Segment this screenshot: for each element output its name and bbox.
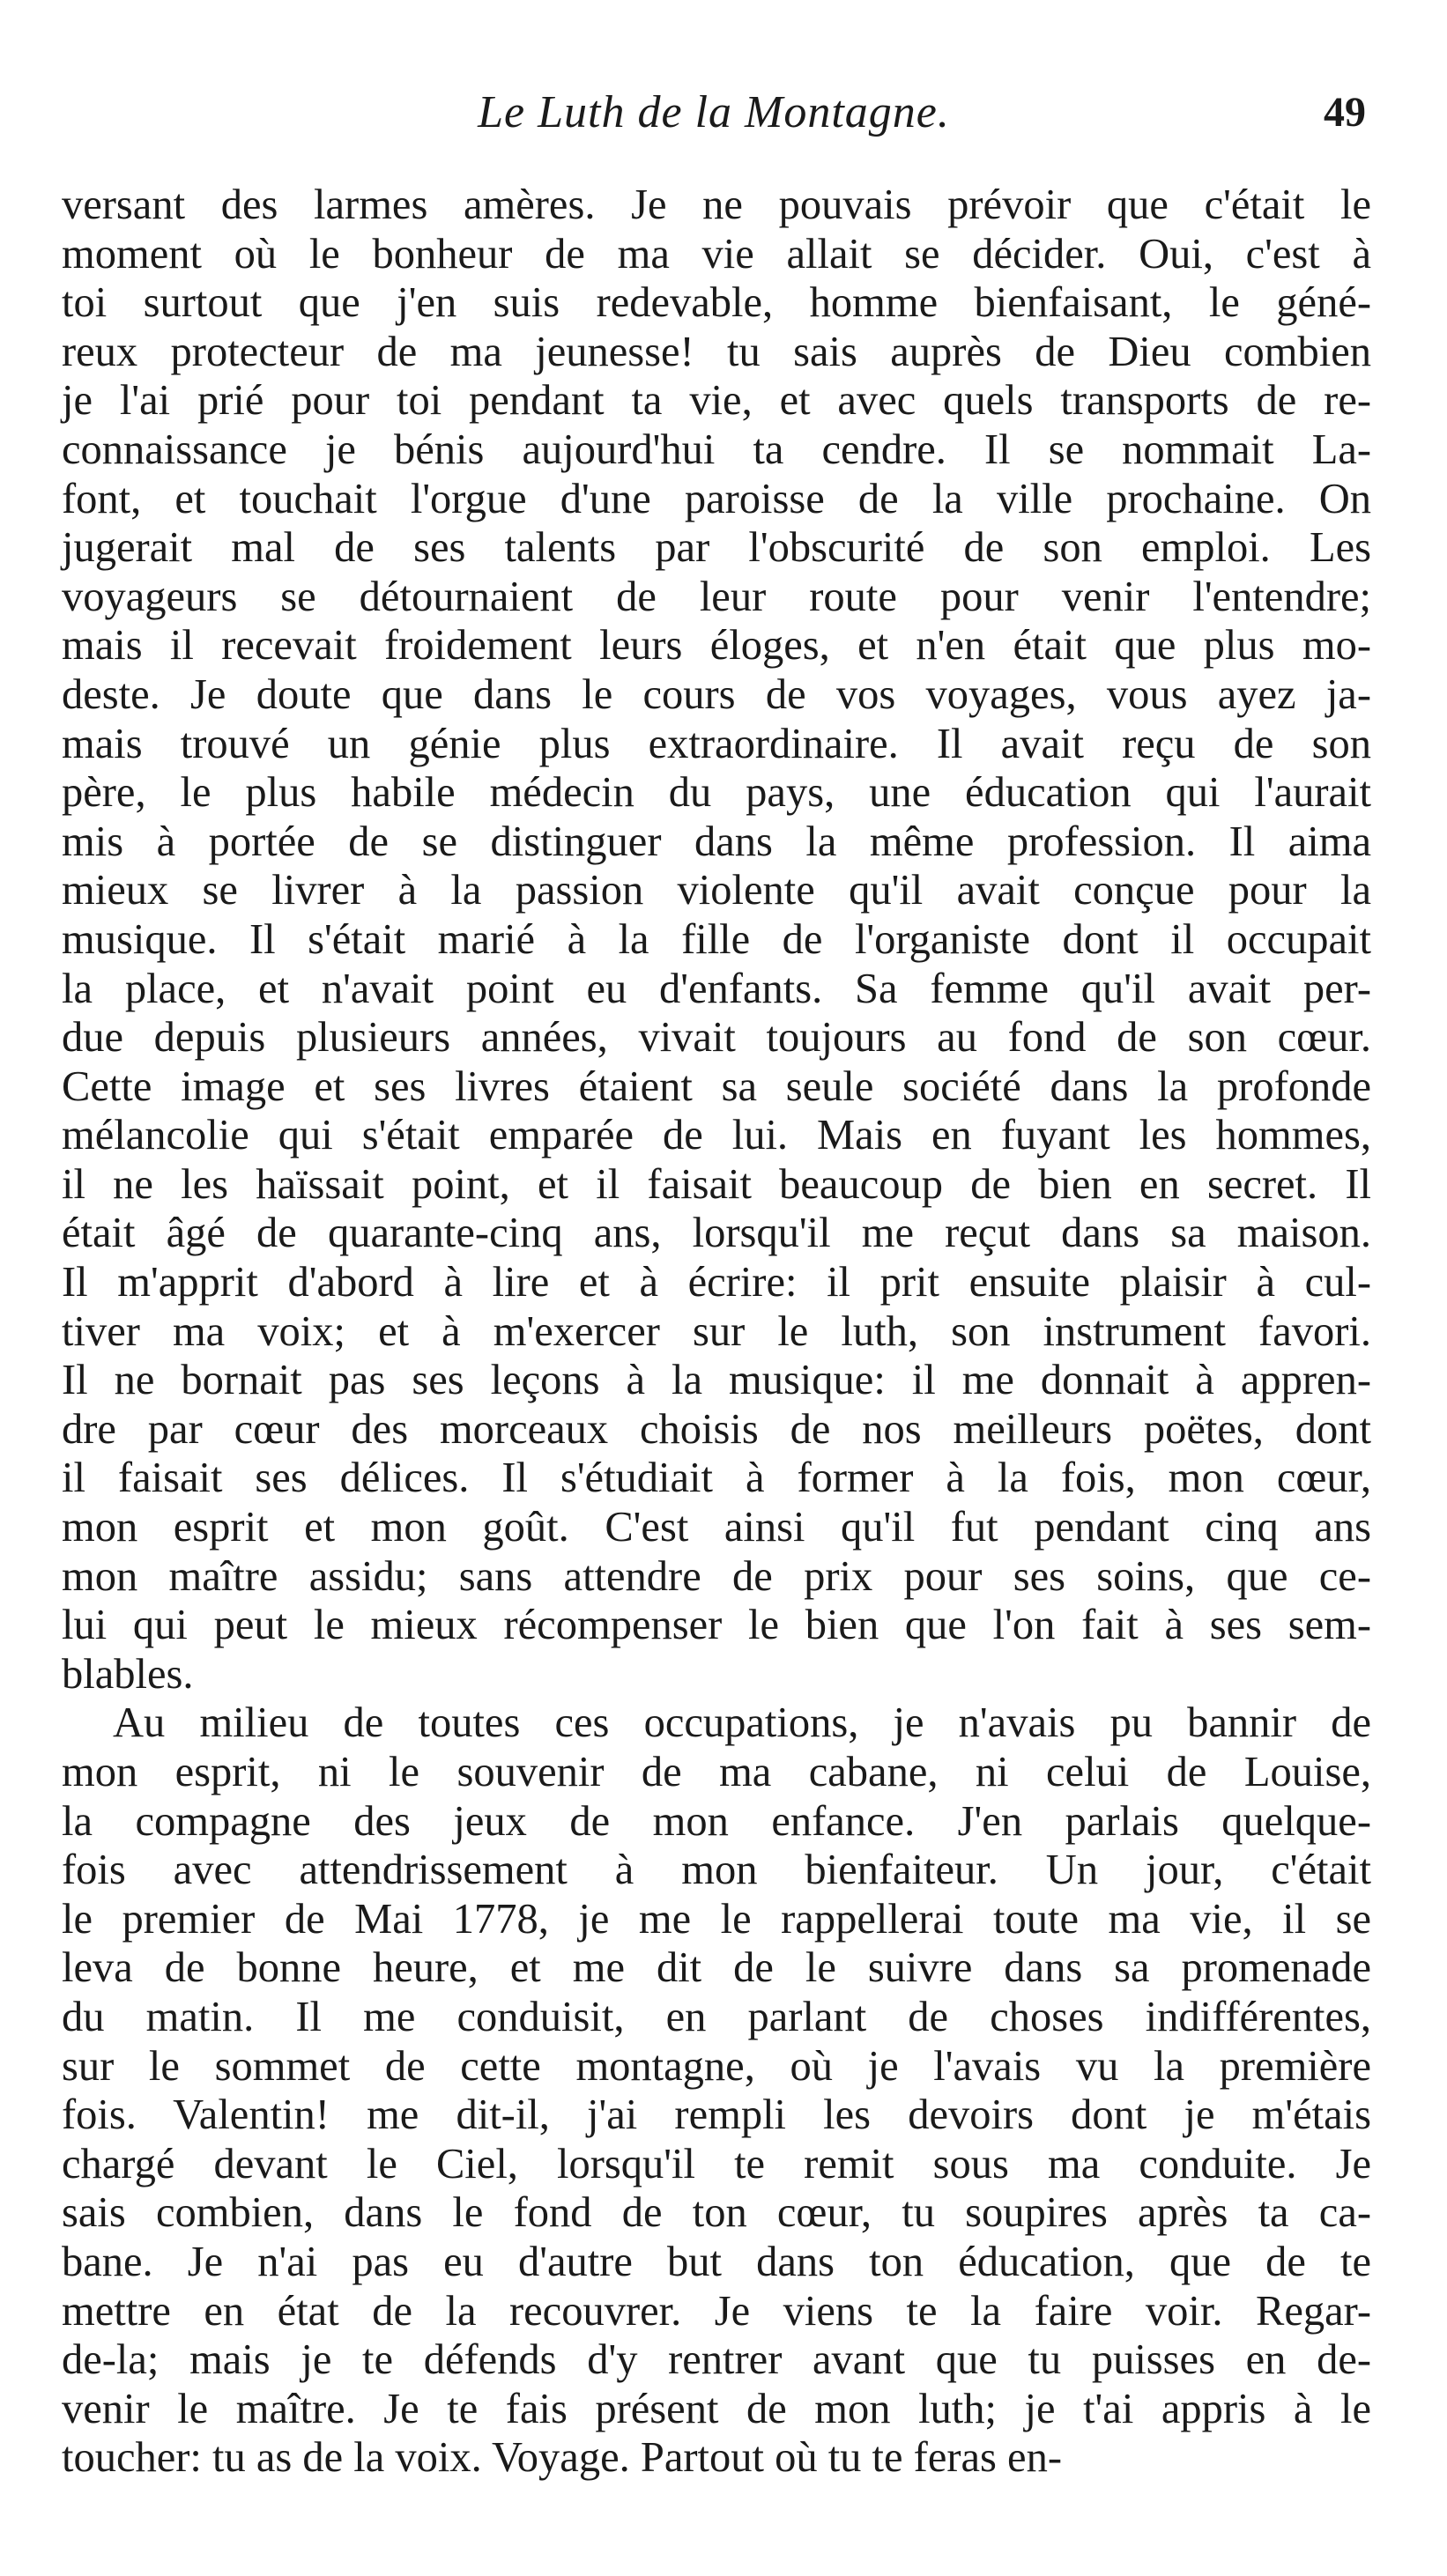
text-line: sais combien, dans le fond de ton cœur, tu soupires après ta ca-	[62, 2189, 1371, 2237]
text-line: du matin. Il me conduisit, en parlant de choses indifférentes,	[62, 1993, 1371, 2040]
text-line: sur le sommet de cette montagne, où je l'avais vu la première	[62, 2042, 1371, 2090]
text-line: dre par cœur des morceaux choisis de nos meilleurs poëtes, dont	[62, 1405, 1371, 1453]
text-line: mon esprit et mon goût. C'est ainsi qu'il fut pendant cinq ans	[62, 1504, 1371, 1551]
text-line: jugerait mal de ses talents par l'obscurité de son emploi. Les	[62, 524, 1371, 572]
text-line: mélancolie qui s'était emparée de lui. Mais en fuyant les hommes,	[62, 1112, 1371, 1159]
text-line: tiver ma voix; et à m'exercer sur le luth, son instrument favori.	[62, 1307, 1371, 1355]
text-line: chargé devant le Ciel, lorsqu'il te remit sous ma conduite. Je	[62, 2140, 1371, 2187]
text-line: moment où le bonheur de ma vie allait se décider. Oui, c'est à	[62, 230, 1371, 278]
text-line: font, et touchait l'orgue d'une paroisse de la ville prochaine. On	[62, 475, 1371, 522]
text-line: mieux se livrer à la passion violente qu'il avait conçue pour la	[62, 867, 1371, 914]
text-line: lui qui peut le mieux récompenser le bien que l'on fait à ses sem-	[62, 1602, 1371, 1649]
text-line: bane. Je n'ai pas eu d'autre but dans ton éducation, que de te	[62, 2238, 1371, 2285]
text-line: venir le maître. Je te fais présent de mon luth; je t'ai appris à le	[62, 2385, 1371, 2432]
text-line: mon esprit, ni le souvenir de ma cabane, ni celui de Louise,	[62, 1749, 1371, 1795]
text-line: de-la; mais je te défends d'y rentrer avant que tu puisses en de-	[62, 2336, 1371, 2384]
paragraph	[62, 181, 1371, 1699]
text-line: je l'ai prié pour toi pendant ta vie, et avec quels transports de re-	[62, 377, 1371, 425]
text-line: due depuis plusieurs années, vivait toujours au fond de son cœur.	[62, 1014, 1371, 1062]
text-line: toucher: tu as de la voix. Voyage. Partout où tu te feras en-	[62, 2434, 1062, 2482]
text-line: la compagne des jeux de mon enfance. J'en parlais quelque-	[62, 1797, 1371, 1845]
text-line: mis à portée de se distinguer dans la même profession. Il aima	[62, 818, 1371, 865]
page-number: 49	[1324, 89, 1366, 136]
text-line: il ne les haïssait point, et il faisait beaucoup de bien en secret. Il	[62, 1160, 1371, 1208]
text-line: fois avec attendrissement à mon bienfaiteur. Un jour, c'était	[62, 1847, 1371, 1894]
text-line: blables.	[62, 1650, 194, 1698]
text-line: la place, et n'avait point eu d'enfants. Sa femme qu'il avait per-	[62, 965, 1371, 1012]
text-line: Au milieu de toutes ces occupations, je n'avais pu bannir de	[113, 1699, 1371, 1747]
text-line: connaissance je bénis aujourd'hui ta cendre. Il se nommait La-	[62, 426, 1371, 473]
text-line: fois. Valentin! me dit-il, j'ai rempli les devoirs dont je m'étais	[62, 2091, 1371, 2139]
running-head	[62, 78, 1366, 148]
paragraph	[62, 1699, 1371, 2483]
running-title: Le Luth de la Montagne.	[478, 87, 950, 137]
text-line: mais il recevait froidement leurs éloges, et n'en était que plus mo-	[62, 622, 1371, 670]
text-line: reux protecteur de ma jeunesse! tu sais auprès de Dieu combien	[62, 328, 1371, 375]
text-line: mettre en état de la recouvrer. Je viens te la faire voir. Regar-	[62, 2287, 1371, 2335]
text-line: était âgé de quarante-cinq ans, lorsqu'il me reçut dans sa maison.	[62, 1210, 1371, 1257]
text-line: le premier de Mai 1778, je me le rappellerai toute ma vie, il se	[62, 1895, 1371, 1943]
text-line: deste. Je doute que dans le cours de vos voyages, vous ayez ja-	[62, 670, 1371, 718]
text-line: versant des larmes amères. Je ne pouvais prévoir que c'était le	[62, 181, 1371, 228]
text-line: Cette image et ses livres étaient sa seule société dans la profonde	[62, 1062, 1371, 1110]
text-line: Il m'apprit d'abord à lire et à écrire: il prit ensuite plaisir à cul-	[62, 1259, 1371, 1307]
text-line: mais trouvé un génie plus extraordinaire. Il avait reçu de son	[62, 720, 1371, 767]
text-line: mon maître assidu; sans attendre de prix pour ses soins, que ce-	[62, 1552, 1371, 1600]
text-line: il faisait ses délices. Il s'étudiait à former à la fois, mon cœur,	[62, 1455, 1371, 1502]
text-line: musique. Il s'était marié à la fille de l'organiste dont il occupait	[62, 915, 1371, 963]
body-text	[62, 181, 1371, 2483]
text-line: Il ne bornait pas ses leçons à la musique: il me donnait à appren-	[62, 1357, 1371, 1404]
text-line: leva de bonne heure, et me dit de le suivre dans sa promenade	[62, 1944, 1371, 1992]
text-line: père, le plus habile médecin du pays, une éducation qui l'aurait	[62, 769, 1371, 817]
text-line: voyageurs se détournaient de leur route pour venir l'entendre;	[62, 573, 1371, 620]
text-line: toi surtout que j'en suis redevable, homme bienfaisant, le géné-	[62, 279, 1371, 327]
